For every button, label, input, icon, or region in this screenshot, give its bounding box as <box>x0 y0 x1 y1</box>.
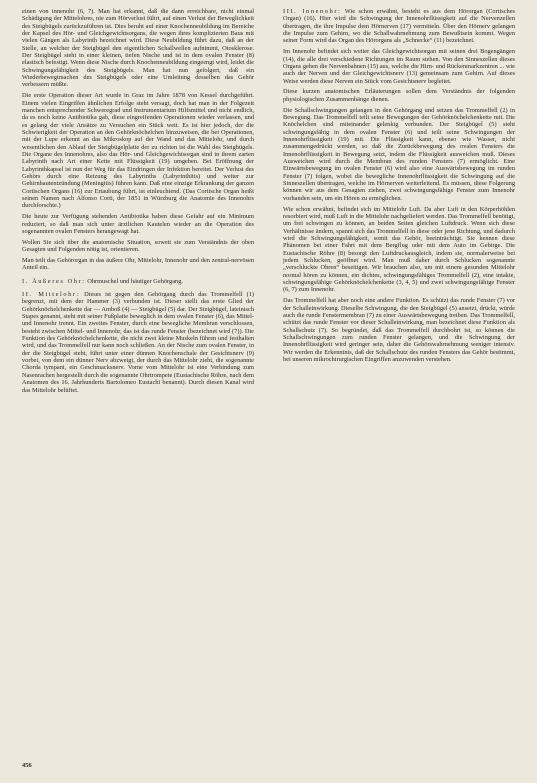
paragraph: Wie schon erwähnt, befindet sich im Mittelohr Luft. Da aber Luft in den Körperhöhlen resorbiert wird, muß Luft in die Mittelohr nachgeliefert werden. Das Trommelfell benötigt, um frei schwingen zu können, an beiden Seiten gleichen Luftdruck. Wenn sich diese Verhältnisse ändern, spannt sich das Trommelfell in diese oder jene Richtung, und dadurch wird die Schwingungsfähigkeit, somit das Gehör, beeinträchtigt. Sie kennen diese Phänomen bei einer Fahrt mit dem Bergflug oder mit dem Auto im Gebirge. Die Eustachische Röhre (8) besorgt den Luftdruckausgleich, indem sie, normalerweise bei jedem Schlucken, geöffnet wird. Man muß daher durch Schlucken sogenannte „verschluckte Ohren“ beseitigen. Wir brauchen also, um mit einem gesunden Mittelohr normal hören zu können, ein dichtes, schwingungsfähiges Trommelfell (2), eine intakte, schwingungsfähige Gehörknöchelchenkette (3, 4, 5) und zwei schwingungsfähige Fenster (6, 7) zum Innenohr. <box>283 205 515 294</box>
section-heading: I. Äußeres Ohr: <box>22 277 86 285</box>
paragraph: einen von innenohr (6, 7). Man hat erkannt, daß die dann erreichbare, nicht einmal Schädigung der Mittelohres, nie zum Hörverlust führt, auf einen Verlust der Beweglichkeit des Steigbügels zurückzuführen ist. Dies beruht auf einer Knochenneubildung im Bereiche der Kapsel des Hör- und Gleichgewichtsorgans, die wegen ihres komplizierten Baus mit vielen Gängen als Labyrinth bezeichnet wird. Diese Neubildung führt dazu, daß an der Stelle, an welcher der Steigbügel den eigentlichen Schallwellen aufnimmt, Otosklerose. Der Steigbügel steht in einer kleinen, tiefen Nische und ist in dem ovalen Fenster (8) elastisch befestigt. Wenn diese Nische durch Knochenneubildung eingeengt wird, leidet die Schwingungsfähigkeit des Steigbügels. Man hat nun gefolgert, daß ein Wiederbewegtmachen des Steigbügels oder eine Umleitung desselben das Gehör verbessern müßte. <box>22 8 254 89</box>
section-text: Wie schon erwähnt, besteht es aus dem Hörorgan (Cortisches Organ) (16). Hier wird die Schwingung der Innenohrflüssigkeit auf die Nervenzellen übertragen, die ihre Impulse dem Hörnerven (17) vermitteln. Über den Hörnerv gelangen die Impulse zum Gehirn, wo die Schallwahrnehmung zum Bewußtsein kommt. Wegen seiner Form wird das Organ des Hörorgans als „Schnecke“ (11) bezeichnet. <box>283 8 515 45</box>
page-number: 456 <box>22 762 32 769</box>
section-outer-ear <box>22 278 254 285</box>
paragraph: Die erste Operation dieser Art wurde in Graz im Jahre 1878 von Kessel durchgeführt. Einem vielen Eingriffen ähnlichen Erfolge steht versagt, doch hat man in der Folgezeit manchen entsprechender Schweregrad und Instrumentarium Hilfsmittel und nicht endlich, da es noch keine Antibiotika gab, diese eingreifenden Operationen wieder verlassen, und es gelang der viele Ansätze zu Versuchen ein Stück weit. Es ist hier jedoch, der die Schwierigkeit der Operation an den Gehörknöchelchen hinzuweisen, die bei Operationen, mit der Lupe erkennt an das Mikroskop auf der Wand und das Mittelohr, und durch wesentlichen den Ablauf der Steigbügelplatte der zu richten ist die Wahl des Steigbügels. Die Organe des Innenohres, also das Hör- und Gleichgewichtsorgan sind in ihrem zarten Labyrinth nach Art einer Kette mit Flüssigkeit (19) umgeben. Bei Eröffnung der Labyrinthkapsel ist nun der Weg für das Eindringen der Infektion bereitet. Der Verlust des Gehörs durch eine Reizung des Labyrinths (Labyrinthitis) und weiter zur Gehirnhautentzündung (Meningitis) führen kann. Daß eine einzige Erkrankung der ganzen Cortischen Organs (16) zur Ertaubung führt, ist einleuchtend. (Das Cortische Organ heißt seinen Namen nach Alfonso Corti, der 1851 in Würzburg die Anatomie des Innenohrs durchforschte.) <box>22 92 254 210</box>
paragraph: Die Schallschwingungen gelangen in den Gehörgang und setzen das Trommelfell (2) in Bewegung. Das Trommelfell teilt seine Bewegungen der Gehörknöchelchenkette mit. Die Knöchelchen sind miteinander gelenkig verbunden. Der Steigbügel (5) steht schwingungsfähig in dem ovalen Fenster (6) und teilt seine Schwingungen der Innenohrflüssigkeit (19) mit. Die Flüssigkeit kann, ebenso wie Wasser, nicht zusammengedrückt werden, so daß die Zurückbewegung des ovalen Fensters die Innenohrflüssigkeit in Bewegung setzt, indem die Flüssigkeit ausweichen muß. Dieses Ausweichen wird durch die Membran des runden Fensters (7) ermöglicht. Eine Einwärtsbewegung im ovalen Fenster (6) wird also eine Auswärtsbewegung im runden Fenster (7) folgen, wobei die bewegliche Innenohrflüssigkeit die Schwingung auf die Sinneszellen übertragen, welche im Hörnerven weiterleitend. Es müssen, diese Folgerung können wir aus dem Gesagten ziehen, zwei schwingungsfähige Fenster zum Innenohr vorhanden sein, um ein Hören zu ermöglichen. <box>283 106 515 202</box>
section-inner-ear <box>283 8 515 45</box>
section-heading: II. Mittelohr: <box>22 291 81 299</box>
section-text: Dieses ist gegen den Gehörgang durch das Trommelfell (1) begrenzt, mit dem der Hammer (3) verbunden ist. Dieser stellt das erste Glied der Gehörknöchelchenkette dar — Amboß (4) — Steigbügel (5) dar. Der Steigbügel, lateinisch Stapes genannt, steht mit seiner Fußplatte beweglich in dem ovalen Fenster (6), das Mittel- und Innenohr trennt. Ein zweites Fenster, durch eine bewegliche Membran verschlossen, besteht zwischen Mittel- und Innenohr, das ist das runde Fenster (bezeichnet wird (7)). Die Funktion des Gehörknöchelchenkette, die nicht zwei kleine Muskeln führen und festhalten wird, und das Trommelfell nur kann noch schließen. An der Nische zum ovalen Fenster, in der die Steigbügel steht, führt unter einer dünnen Knochenschale der Gesichtsnerv (9) vorbei, von dem ein dünner Nerv abzweigt, der durch das Mittelohr zieht, die sogenannte Chorda tympani, ein Geschmacksnerv. Vorne vom Mittelohr ist eine Verbindung zum Nasenrachen hergestellt durch die sogenannte Ohrtrompete (Eustachische Röhre, nach dem Anatomen des 16. Jahrhunderts Bartolomeo Eustachi benannt). Durch diesen Kanal wird das Mittelohr belüftet. <box>22 291 254 394</box>
section-middle-ear <box>22 291 254 394</box>
paragraph: Diese kurzen anatomischen Erläuterungen sollen dem Verständnis der folgenden physiologischen Zusammenhänge dienen. <box>283 88 515 103</box>
paragraph: Im Innenohr befindet sich weiter das Gleichgewichtsorgan mit seinen drei Bogengängen (14), die alle drei verschiedene Richtungen im Raum stehen. Von den Sinneszellen dieses Organs gehen die Nervenbahnen (15) aus, welche die Hirn- und Rückenmarkzentren ... wie auch der Nerven und der Gleichgewichtsnerv (13) gemeinsam zum Gehirn. Auf dieses Weise werden diese Nerven ein Stück vom Gesichtsnerv begleitet. <box>283 48 515 85</box>
paragraph: Das Trommelfell hat aber noch eine andere Funktion. Es schützt das runde Fenster (7) vor der Schalleinwirkung. Dieselbe Schwingung, die den Steigbügel (5) ansetzt, drückt, würde auch die runde Fenstermembran (7) zu einer Auswärtsbewegung treiben. Das Trommelfell, schützt das runde Fenster vor dieser Schalleinwirkung, man bezeichnet diese Funktion als Schallschutz (7). So begründet, daß das Trommelfell durchbohrt ist, so können die Schallschwingungen zum runden Fenster gelangen, und die Schwingung der Innenohrflüssigkeit wird geringer sein, daher die Gehörswahrnehmung weniger intensiv. Wir werden die Erkenntnis, daß der Schallschutz des runden Fensters das Gehör bestimmt, bei unseren mikrochirurgischen Eingriffen anzuwenden verstehen. <box>283 297 515 363</box>
paragraph: Man teilt das Gehörorgan in das äußere Ohr, Mittelohr, Innenohr und den zentral-nervösen Anteil ein. <box>22 257 254 272</box>
right-column <box>283 8 515 367</box>
left-column <box>22 8 254 397</box>
section-heading: III. Innenohr: <box>283 8 342 15</box>
paragraph: Wollen Sie sich über die anatomische Situation, soweit sie zum Verständnis der oben Gesagten und Folgenden nötig ist, orientieren. <box>22 238 254 254</box>
paragraph: Die heute zur Verfügung stehenden Antibiotika haben diese Gefahr auf ein Minimum reduziert, so daß man sich unter ärztlichen Kautelen wieder an die Operation des sogenannten ovalen Fensters herangewagt hat. <box>22 213 254 235</box>
section-text: Ohrmuschel und häutiger Gehörgang. <box>87 277 183 285</box>
